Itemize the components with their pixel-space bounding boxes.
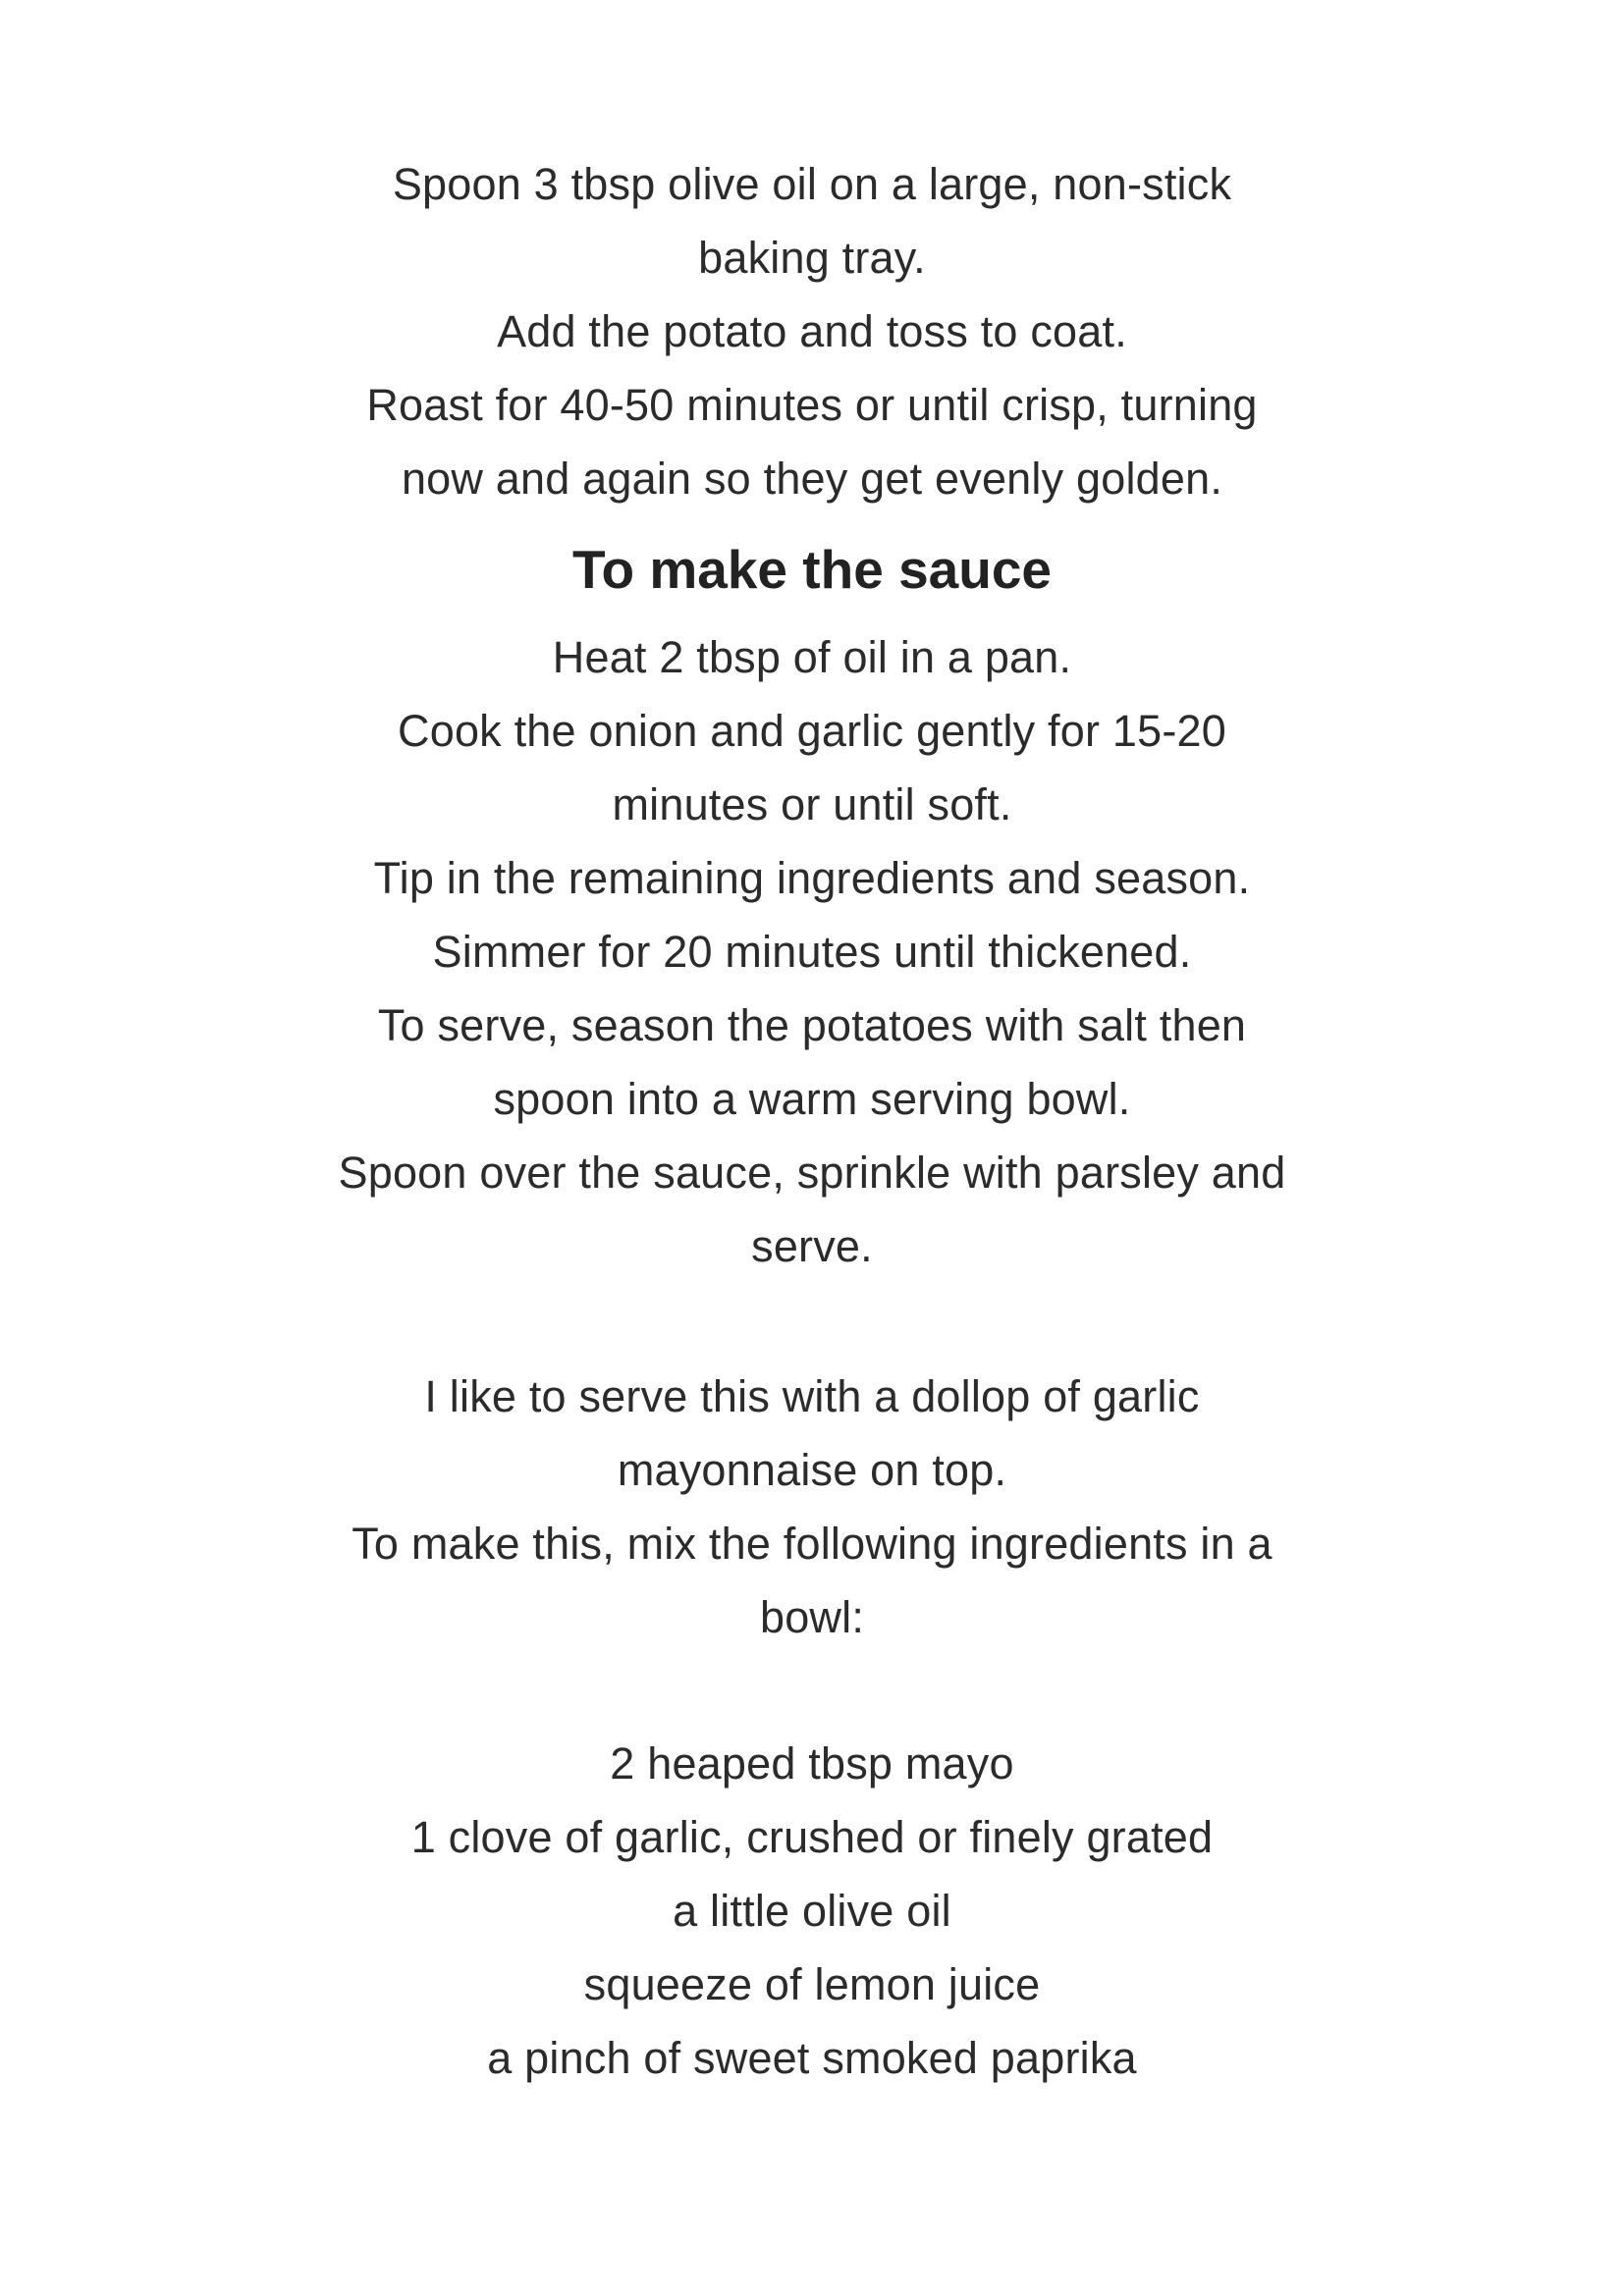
method-line: Roast for 40-50 minutes or until crisp, turning: [366, 380, 1258, 430]
method-line: spoon into a warm serving bowl.: [493, 1074, 1131, 1124]
method-line: serve.: [751, 1221, 873, 1271]
method-line: Heat 2 tbsp of oil in a pan.: [552, 632, 1072, 682]
method-line: To serve, season the potatoes with salt then: [377, 1000, 1247, 1050]
note-line: bowl:: [759, 1592, 865, 1642]
method-line: Spoon over the sauce, sprinkle with parsley and: [338, 1148, 1286, 1198]
serving-note-block: [250, 1360, 1374, 1654]
method-line: Cook the onion and garlic gently for 15-20: [398, 706, 1226, 756]
ingredient-item: a pinch of sweet smoked paprika: [487, 2033, 1137, 2083]
section-heading-sauce: To make the sauce: [571, 539, 1053, 600]
method-line: Spoon 3 tbsp olive oil on a large, non-stick: [392, 159, 1232, 209]
method-line: Simmer for 20 minutes until thickened.: [432, 927, 1192, 977]
ingredient-item: squeeze of lemon juice: [583, 1959, 1041, 2009]
mayo-ingredients-list: [250, 1727, 1374, 2095]
note-line: To make this, mix the following ingredients in a: [352, 1519, 1272, 1569]
method-block-potatoes: [250, 147, 1374, 515]
method-block-sauce: [250, 620, 1374, 1283]
paragraph-spacer: [250, 1283, 1374, 1360]
note-line: I like to serve this with a dollop of garlic: [424, 1371, 1200, 1421]
method-line: baking tray.: [698, 233, 926, 283]
ingredient-item: 1 clove of garlic, crushed or finely grated: [410, 1812, 1214, 1862]
method-line: Tip in the remaining ingredients and season.: [373, 853, 1251, 903]
ingredient-item: a little olive oil: [673, 1886, 951, 1936]
method-line: Add the potato and toss to coat.: [497, 306, 1127, 356]
method-line: minutes or until soft.: [612, 779, 1012, 829]
method-line: now and again so they get evenly golden.: [401, 454, 1223, 504]
ingredients-spacer: [250, 1654, 1374, 1727]
ingredient-item: 2 heaped tbsp mayo: [610, 1738, 1014, 1789]
recipe-body: [250, 147, 1374, 2095]
note-line: mayonnaise on top.: [617, 1445, 1007, 1495]
